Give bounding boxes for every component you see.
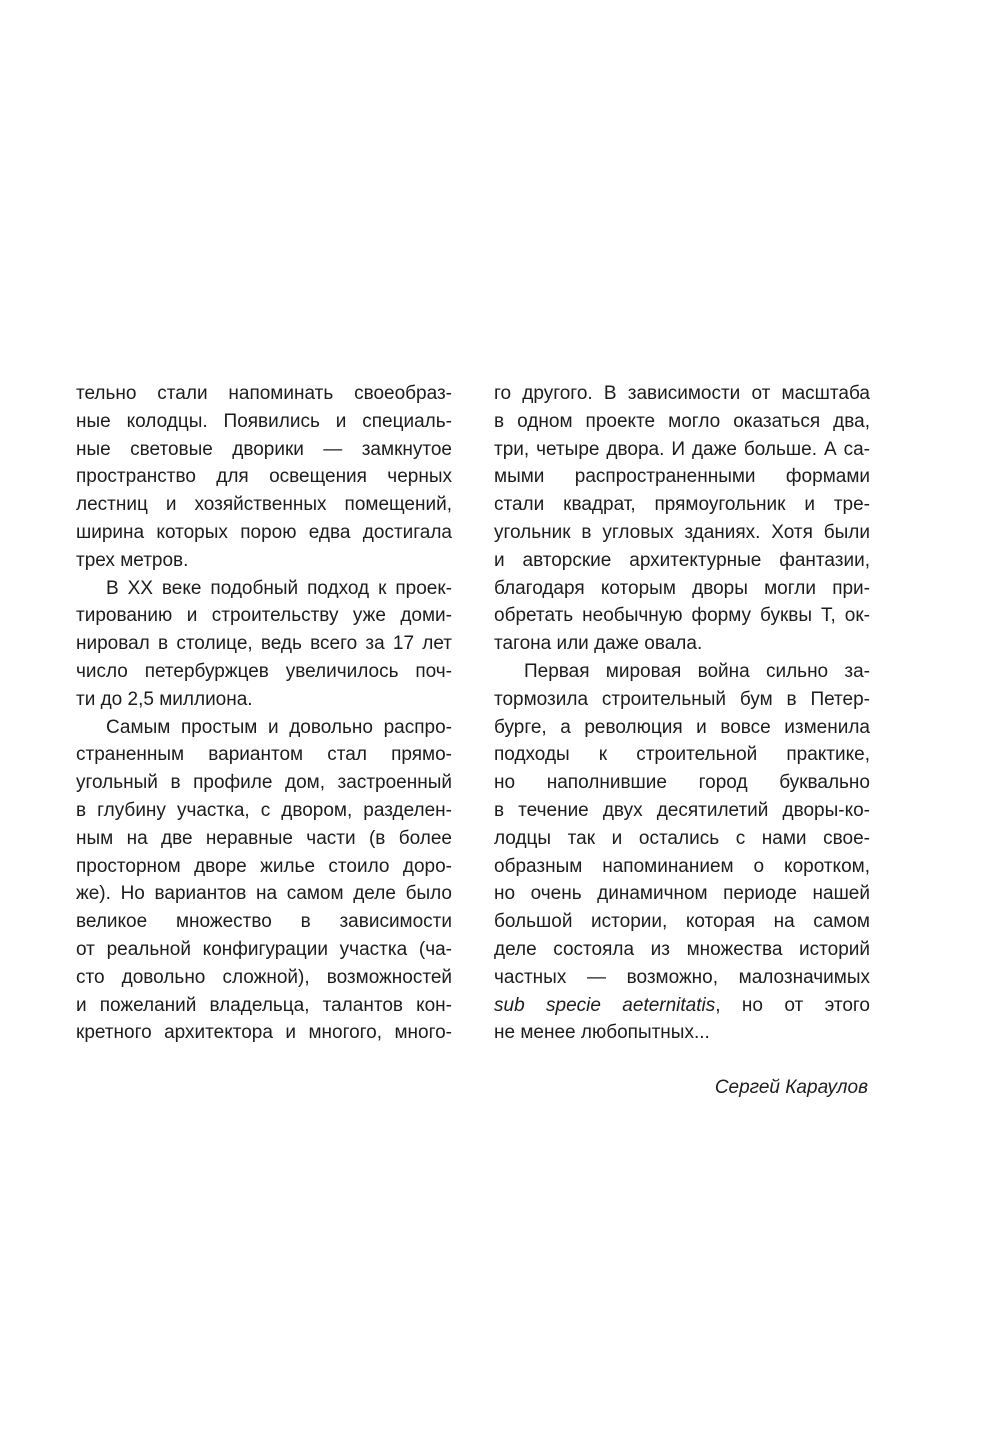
text-line: тированию и строительству уже доми- [76,605,452,627]
text-line: в глубину участка, с двором, разделен- [76,799,452,821]
text-line: частных — возможно, малозначимых [494,966,870,988]
text-line: тельно стали напоминать своеобраз- [76,383,452,404]
text-line: ные колодцы. Появились и специаль- [76,410,452,432]
text-line: великое множество в зависимости [76,911,452,933]
latin-phrase-line [494,992,870,1020]
text-line: ширина которых порою едва достигала [76,521,452,543]
paragraph-start-line: Самым простым и довольно распро- [106,716,452,738]
text-line: тагона или даже овала. [494,633,703,655]
text-line: го другого. В зависимости от масштаба [494,383,870,404]
right-column [494,380,870,1047]
final-line: не менее любопытных... [494,1022,710,1044]
text-line: трех метров. [76,549,189,571]
text-line: подходы к строительной практике, [494,744,870,766]
text-line: в течение двух десятилетий дворы-ко- [494,799,870,821]
text-line: и авторские архитектурные фантазии, [494,549,870,571]
text-line: ти до 2,5 миллиона. [76,688,253,710]
author-signature: Сергей Караулов [714,1077,868,1098]
text-line: лодцы так и остались с нами свое- [494,827,870,849]
paragraph-start-line: В XX веке подобный подход к проек- [106,577,452,599]
text-line: благодаря которым дворы могли при- [494,577,870,599]
text-line: страненным вариантом стал прямо- [76,744,452,766]
left-column [76,380,452,1047]
text-line: стали квадрат, прямоугольник и тре- [494,494,870,516]
text-line: кретного архитектора и многого, много- [76,1022,452,1044]
text-line: образным напоминанием о коротком, [494,855,870,877]
text-line: нировал в столице, ведь всего за 17 лет [76,633,452,655]
text-line: мыми распространенными формами [494,466,870,488]
text-line: три, четыре двора. И даже больше. А са- [494,438,870,460]
text-line: сто довольно сложной), возможностей [76,966,452,988]
latin-phrase: sub specie aeternitatis [494,994,716,1016]
text-line: и пожеланий владельца, талантов кон- [76,994,452,1016]
paragraph-start-line: Первая мировая война сильно за- [524,660,870,682]
text-line: же). Но вариантов на самом деле было [76,883,452,905]
text-line: обретать необычную форму буквы Т, ок- [494,605,870,627]
text-line: большой истории, которая на самом [494,911,870,933]
latin-line-rest: , но от этого [715,994,870,1016]
text-line: ным на две неравные части (в более [76,827,452,849]
text-line: угольный в профиле дом, застроенный [76,772,452,794]
text-line: бурге, а революция и вовсе изменила [494,716,870,738]
text-line: но наполнившие город буквально [494,772,870,794]
text-line: число петербуржцев увеличилось поч- [76,660,452,682]
text-line: от реальной конфигурации участка (ча- [76,938,452,960]
text-line: но очень динамичном периоде нашей [494,883,870,905]
text-line: тормозила строительный бум в Петер- [494,688,870,710]
text-line: деле состояла из множества историй [494,938,870,960]
text-line: ные световые дворики — замкнутое [76,438,452,460]
text-line: в одном проекте могло оказаться два, [494,410,870,432]
text-line: лестниц и хозяйственных помещений, [76,494,452,516]
text-line: угольник в угловых зданиях. Хотя были [494,521,870,543]
text-line: пространство для освещения черных [76,466,452,488]
text-line: просторном дворе жилье стоило доро- [76,855,452,877]
